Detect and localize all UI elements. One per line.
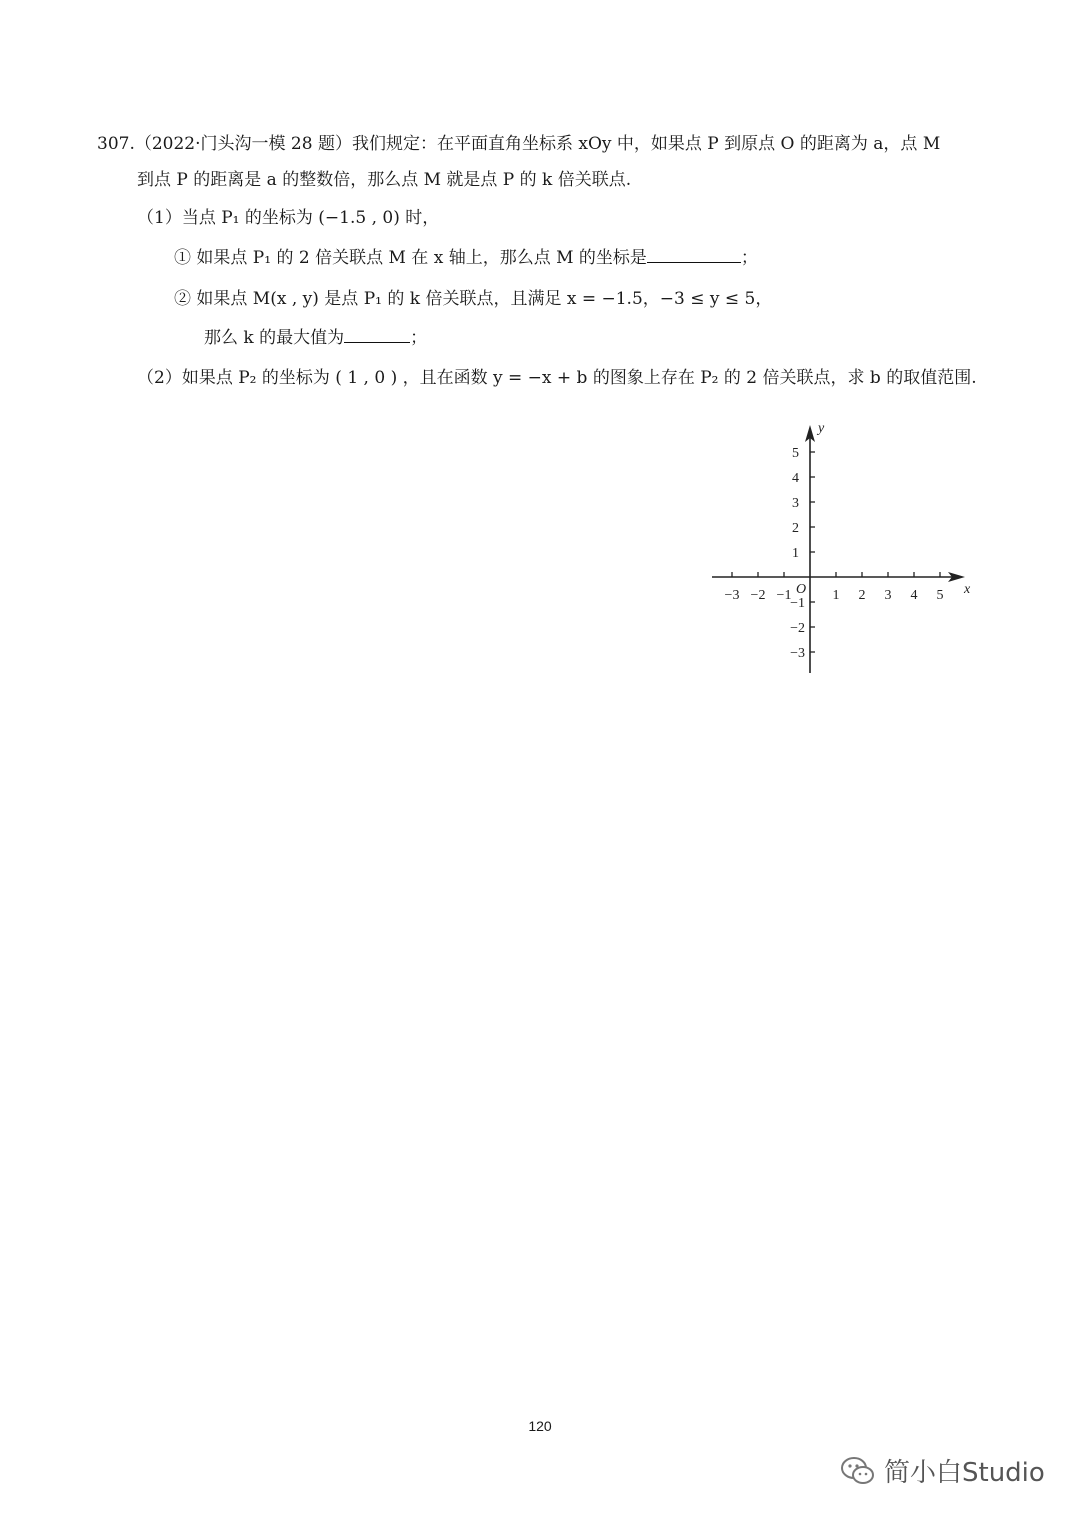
watermark xyxy=(840,1452,1045,1489)
question-1 xyxy=(174,246,758,270)
part-2: （2）如果点 P₂ 的坐标为 ( 1 , 0 ) ，且在函数 y = −x + b 的图象上存在 P₂ 的 2 倍关联点，求 b 的取值范围. xyxy=(137,368,977,388)
x-tick-label: 4 xyxy=(910,588,918,603)
x-axis-label: x xyxy=(964,582,971,597)
y-tick-label: 3 xyxy=(792,496,799,511)
x-tick-label: 5 xyxy=(936,588,944,603)
origin-label: O xyxy=(796,582,807,597)
wechat-icon xyxy=(840,1456,876,1486)
answer-blank-2[interactable] xyxy=(344,326,410,343)
x-tick-label: 1 xyxy=(832,588,840,603)
answer-blank-1[interactable] xyxy=(647,246,741,263)
question-2-continuation xyxy=(204,326,427,350)
x-tick-label: −1 xyxy=(776,588,792,603)
question-2: ② 如果点 M(x , y) 是点 P₁ 的 k 倍关联点，且满足 x = −1.5，−3 ≤ y ≤ 5， xyxy=(174,289,773,309)
part-1-intro: （1）当点 P₁ 的坐标为 (−1.5 , 0) 时， xyxy=(137,208,440,228)
y-tick-label: −1 xyxy=(790,596,805,611)
question-1-text: ① 如果点 P₁ 的 2 倍关联点 M 在 x 轴上，那么点 M 的坐标是 xyxy=(174,248,647,268)
y-tick-label: 5 xyxy=(792,446,799,461)
y-tick-label: 4 xyxy=(792,471,799,486)
x-tick-label: 2 xyxy=(858,588,866,603)
y-tick-label: 2 xyxy=(792,521,799,536)
watermark-text: 简小白Studio xyxy=(884,1458,1045,1488)
y-tick-label: −2 xyxy=(790,621,805,636)
problem-line-1: 307.（2022·门头沟一模 28 题）我们规定：在平面直角坐标系 xOy 中，如果点 P 到原点 O 的距离为 a，点 M xyxy=(97,134,941,154)
y-tick-label: 1 xyxy=(792,546,799,561)
coordinate-grid xyxy=(700,415,990,685)
problem-line-2: 到点 P 的距离是 a 的整数倍，那么点 M 就是点 P 的 k 倍关联点. xyxy=(137,170,632,190)
y-axis-label: y xyxy=(818,421,825,436)
question-2b-text: 那么 k 的最大值为 xyxy=(204,328,345,348)
x-tick-label: −2 xyxy=(750,588,766,603)
y-tick-label: −3 xyxy=(790,646,805,661)
question-1-end: ； xyxy=(740,248,758,268)
page-number: 120 xyxy=(528,1418,552,1434)
x-tick-label: 3 xyxy=(884,588,892,603)
question-2b-end: ； xyxy=(410,328,428,348)
x-tick-label: −3 xyxy=(724,588,740,603)
